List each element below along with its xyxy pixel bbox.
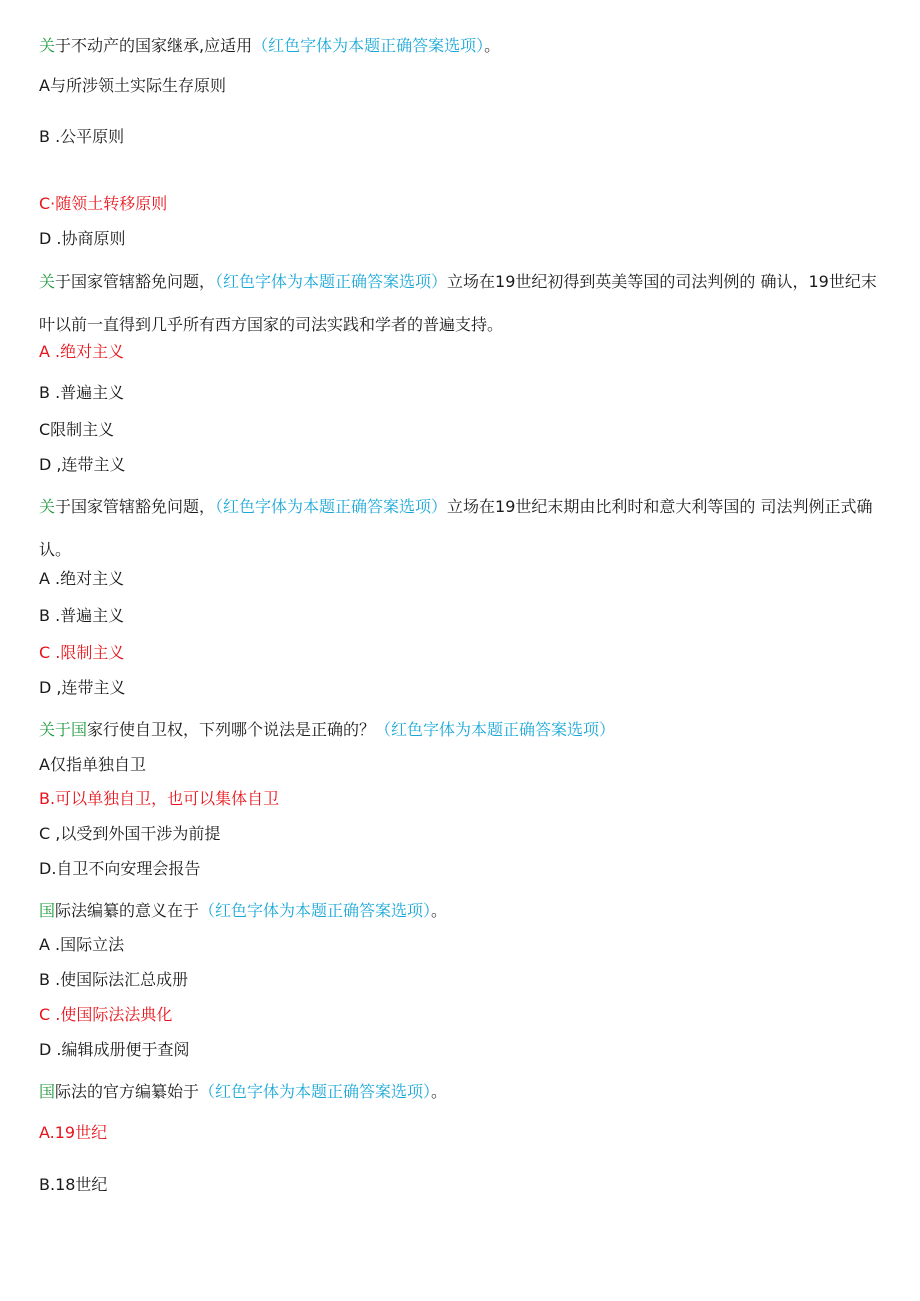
option-a-correct: A .绝对主义: [39, 342, 125, 361]
question-5: 国际法编纂的意义在于（红色字体为本题正确答案选项）。: [39, 901, 448, 920]
option-d: D .编辑成册便于查阅: [39, 1040, 190, 1059]
option-b: B .普遍主义: [39, 606, 125, 625]
question-text: 于不动产的国家继承,应适用: [55, 36, 253, 55]
option-c-correct: C .使国际法法典化: [39, 1005, 173, 1024]
option-b-correct: B.可以单独自卫，也可以集体自卫: [39, 789, 280, 808]
answer-hint: （红色字体为本题正确答案选项）: [199, 901, 432, 920]
question-lead: 关: [39, 272, 56, 291]
option-d: D .协商原则: [39, 229, 126, 248]
option-a-correct: A.19世纪: [39, 1123, 108, 1142]
option-d: D.自卫不向安理会报告: [39, 859, 201, 878]
option-c: C ,以受到外国干涉为前提: [39, 824, 221, 843]
option-a: A与所涉领土实际生存原则: [39, 76, 226, 95]
question-lead: 关: [39, 36, 56, 55]
option-a: A .绝对主义: [39, 569, 125, 588]
question-text: 际法的官方编纂始于: [55, 1082, 200, 1101]
question-4: [39, 719, 615, 741]
option-d: D ,连带主义: [39, 678, 126, 697]
question-text-cont: 立场在19世纪末期由比利时和意大利等国的 司法判例正式确认。: [39, 497, 873, 559]
option-a: A .国际立法: [39, 935, 125, 954]
question-lead: 关: [39, 497, 56, 516]
answer-hint: （红色字体为本题正确答案选项）: [215, 272, 448, 291]
option-b: B .普遍主义: [39, 383, 125, 402]
answer-hint: （红色字体为本题正确答案选项）: [215, 497, 448, 516]
option-b: B .公平原则: [39, 127, 125, 146]
question-text: 家行使自卫权，下列哪个说法是正确的？: [87, 720, 376, 739]
answer-hint: （红色字体为本题正确答案选项）: [252, 36, 485, 55]
question-3: [39, 485, 884, 571]
option-c: C限制主义: [39, 420, 115, 439]
question-2: [39, 260, 884, 346]
answer-hint: （红色字体为本题正确答案选项）: [375, 720, 616, 739]
question-text: 际法编纂的意义在于: [55, 901, 200, 920]
option-a: A仅指单独自卫: [39, 755, 146, 774]
question-1: 关于不动产的国家继承,应适用（红色字体为本题正确答案选项）。: [39, 36, 501, 55]
option-c-correct: C .限制主义: [39, 643, 125, 662]
answer-hint: （红色字体为本题正确答案选项）: [199, 1082, 432, 1101]
question-text: 于国家管辖豁免问题，: [55, 272, 216, 291]
question-lead: 国: [39, 1082, 56, 1101]
option-d: D ,连带主义: [39, 455, 126, 474]
question-lead: 关于国: [39, 720, 88, 739]
question-6: 国际法的官方编纂始于（红色字体为本题正确答案选项）。: [39, 1082, 448, 1101]
option-c-correct: C·随领土转移原则: [39, 194, 168, 213]
option-b: B.18世纪: [39, 1175, 108, 1194]
option-b: B .使国际法汇总成册: [39, 970, 189, 989]
question-text-cont: 立场在19世纪初得到英美等国的司法判例的 确认，19世纪末叶以前一直得到几乎所有西方国家的司法实践和学者的普遍支持。: [39, 272, 877, 334]
question-lead: 国: [39, 901, 56, 920]
question-text: 于国家管辖豁免问题，: [55, 497, 216, 516]
